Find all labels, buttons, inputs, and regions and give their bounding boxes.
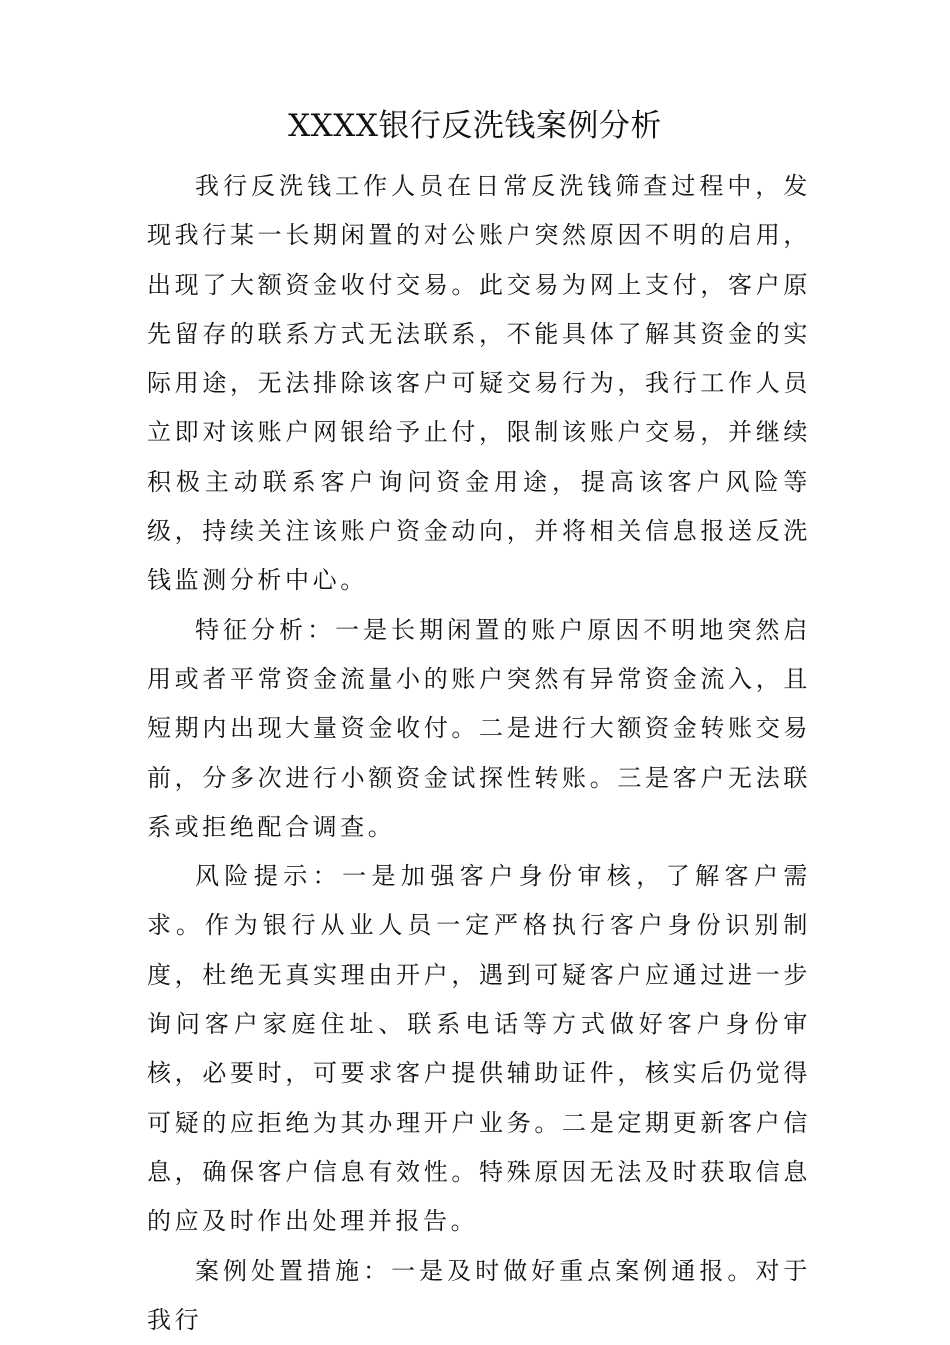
paragraph-risk-warning: 风险提示：一是加强客户身份审核，了解客户需求。作为银行从业人员一定严格执行客户身份识别制度，杜绝无真实理由开户，遇到可疑客户应通过进一步询问客户家庭住址、联系电话等方式做好客户身份审核，必要时，可要求客户提供辅助证件，核实后仍觉得可疑的应拒绝为其办理开户业务。二是定期更新客户信息，确保客户信息有效性。特殊原因无法及时获取信息的应及时作出处理并报告。 (147, 862, 811, 1236)
document-title: XXXX银行反洗钱案例分析 (288, 108, 662, 144)
paragraph-case-description: 我行反洗钱工作人员在日常反洗钱筛查过程中，发现我行某一长期闲置的对公账户突然原因不明的启用，出现了大额资金收付交易。此交易为网上支付，客户原先留存的联系方式无法联系，不能具体了解其资金的实际用途，无法排除该客户可疑交易行为，我行工作人员立即对该账户网银给予止付，限制该账户交易，并继续积极主动联系客户询问资金用途，提高该客户风险等级，持续关注该账户资金动向，并将相关信息报送反洗钱监测分析中心。 (147, 172, 811, 595)
paragraph-disposal-measures: 案例处置措施：一是及时做好重点案例通报。对于我行 (147, 1256, 811, 1334)
document-body (147, 162, 811, 1345)
paragraph-feature-analysis: 特征分析：一是长期闲置的账户原因不明地突然启用或者平常资金流量小的账户突然有异常资金流入，且短期内出现大量资金收付。二是进行大额资金转账交易前，分多次进行小额资金试探性转账。三是客户无法联系或拒绝配合调查。 (147, 615, 811, 841)
